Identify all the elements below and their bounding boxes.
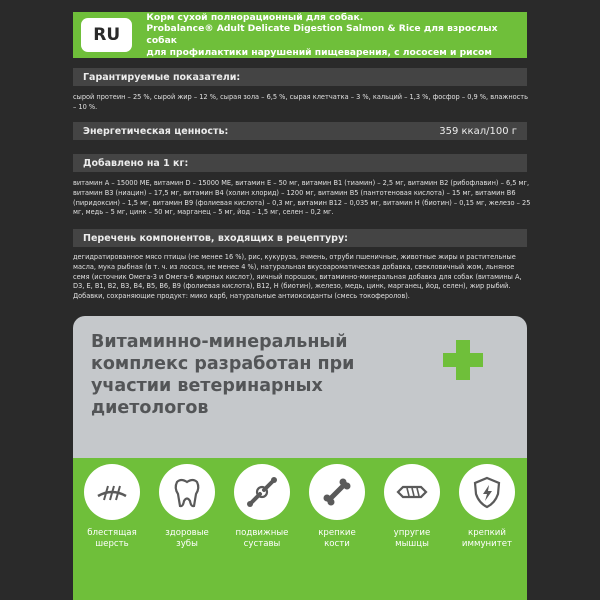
benefit-label: крепкие кости bbox=[318, 528, 356, 549]
language-badge: RU bbox=[81, 18, 132, 52]
benefit-label: крепкий иммунитет bbox=[461, 528, 513, 549]
added-title: Добавлено на 1 кг: bbox=[83, 157, 189, 169]
benefit-circle bbox=[309, 464, 365, 520]
added-text: витамин А – 15000 МЕ, витамин D – 15000 МЕ, витамин Е – 50 мг, витамин В1 (тиамин) – 2,5 мг, витамин В2 (рибофлавин) – 6,5 мг, витамин В3 (ниацин) – 17,5 мг, витамин В4 (холин хлорид) – 1200 мг, витамин В5 (пантотеновая кислота) – 15 мг, витамин В6 (пиридоксин) – 1,5 мг, витамин В9 (фолиевая кислота) – 0,3 мг, витамин В12 – 0,035 мг, витамин Н (биотин) – 0,15 мг, железо – 25 мг, медь – 5 мг, цинк – 50 мг, марганец – 5 мг, йод – 1,5 мг, селен – 0,2 мг. bbox=[73, 179, 531, 217]
product-header bbox=[73, 12, 527, 58]
product-title-line1: Корм сухой полнорационный для собак. bbox=[146, 11, 364, 23]
shield-icon bbox=[469, 474, 505, 510]
fur-icon bbox=[94, 474, 130, 510]
benefit-item bbox=[227, 464, 297, 550]
benefit-circle bbox=[84, 464, 140, 520]
benefit-label: упругие мышцы bbox=[393, 528, 431, 549]
benefit-circle bbox=[384, 464, 440, 520]
benefit-item bbox=[152, 464, 222, 550]
benefit-item bbox=[452, 464, 522, 550]
benefit-item bbox=[377, 464, 447, 550]
benefit-item bbox=[77, 464, 147, 550]
guaranteed-text: сырой протеин – 25 %, сырой жир – 12 %, сырая зола – 6,5 %, сырая клетчатка – 3 %, кальций – 1,3 %, фосфор – 0,9 %, влажность – 10 %. bbox=[73, 93, 529, 111]
joint-icon bbox=[244, 474, 280, 510]
guaranteed-title: Гарантируемые показатели: bbox=[83, 71, 241, 83]
product-title bbox=[146, 12, 527, 58]
benefit-label: здоровые зубы bbox=[165, 528, 209, 549]
energy-title: Энергетическая ценность: bbox=[83, 125, 229, 137]
components-title: Перечень компонентов, входящих в рецептуру: bbox=[83, 232, 348, 244]
muscle-icon bbox=[394, 474, 430, 510]
guaranteed-section-bar bbox=[73, 68, 527, 86]
bone-icon bbox=[319, 474, 355, 510]
product-title-line3: для профилактики нарушений пищеварения, с лососем и рисом bbox=[146, 46, 492, 58]
energy-section-bar bbox=[73, 122, 527, 140]
panel-title: Витаминно-минеральный комплекс разработан при участии ветеринарных диетологов bbox=[91, 332, 355, 418]
benefit-circle bbox=[234, 464, 290, 520]
benefit-label: блестящая шерсть bbox=[87, 528, 137, 549]
tooth-icon bbox=[169, 474, 205, 510]
components-text: дегидратированное мясо птицы (не менее 16 %), рис, кукуруза, ячмень, отруби пшеничные, животные жиры и растительные масла, мука рыбная (в т. ч. из лосося, не менее 4 %), натуральная вкусоароматическая добавка, свекловичный жом, льняное семя (источник Омега-3 и Омега-6 жирных кислот), яичный порошок, витаминно-минеральная добавка для собак (витамины А, D3, Е, В1, В2, В3, В4, В5, В6, В9 (фолиевая кислота), В12, Н (биотин), железо, медь, цинк, марганец, йод, селен), жир рыбий. Добавки, сохраняющие продукт: мико карб, натуральные антиоксиданты (смесь токоферолов). bbox=[73, 253, 522, 301]
added-section-bar bbox=[73, 154, 527, 172]
benefit-label: подвижные суставы bbox=[235, 528, 289, 549]
benefit-circle bbox=[159, 464, 215, 520]
benefit-circle bbox=[459, 464, 515, 520]
components-section-bar bbox=[73, 229, 527, 247]
plus-icon bbox=[443, 340, 483, 380]
energy-value: 359 ккал/100 г bbox=[439, 125, 517, 137]
benefits-panel bbox=[73, 316, 527, 600]
benefit-item bbox=[302, 464, 372, 550]
product-title-line2: Probalance® Adult Delicate Digestion Salmon & Rice для взрослых собак bbox=[146, 23, 498, 46]
